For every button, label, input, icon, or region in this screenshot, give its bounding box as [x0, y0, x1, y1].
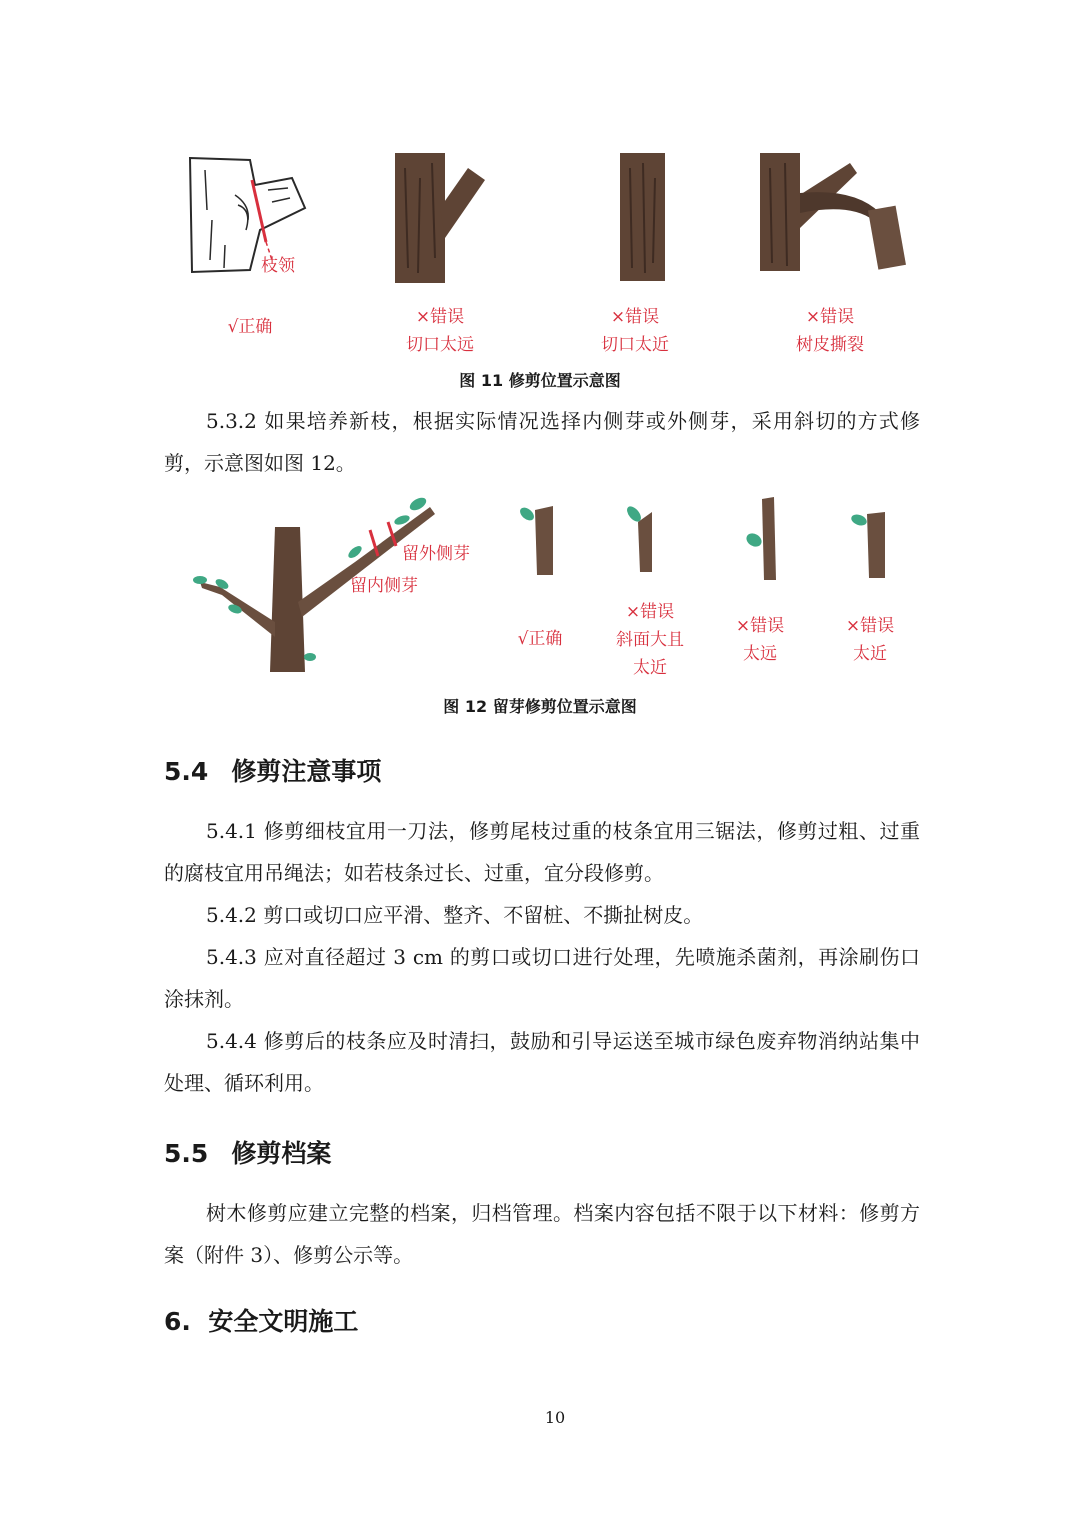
fig11-label-2-line-1: ×错误 [415, 307, 465, 327]
figure-12-caption: 图 12 留芽修剪位置示意图 [443, 697, 637, 716]
inner-bud-tag: 留内侧芽 [350, 576, 418, 596]
section-title: 修剪注意事项 [231, 757, 382, 786]
fig12-label-4-line-2: 太近 [853, 644, 887, 664]
fig12-label-3 [710, 612, 810, 668]
paragraph-5-3-2: 5.3.2 如果培养新枝，根据实际情况选择内侧芽或外侧芽，采用斜切的方式修剪，示意图如图 12。 [164, 409, 920, 475]
bud-cut-correct-image [515, 500, 565, 580]
fig12-label-2-line-2: 斜面大且 [616, 630, 684, 650]
fig11-label-3-line-2: 切口太近 [601, 335, 669, 355]
paragraph-5-4-4: 5.4.4 修剪后的枝条应及时清扫，鼓励和引导运送至城市绿色废弃物消纳站集中处理、循环利用。 [164, 1029, 920, 1095]
paragraph-5-4-2: 5.4.2 剪口或切口应平滑、整齐、不留桩、不撕扯树皮。 [206, 903, 704, 927]
fig12-label-2-line-3: 太近 [633, 658, 667, 678]
fig12-label-2-line-1: ×错误 [625, 602, 675, 622]
paragraph-5-4-3: 5.4.3 应对直径超过 3 cm 的剪口或切口进行处理，先喷施杀菌剂，再涂刷伤口涂抹剂。 [164, 945, 920, 1011]
bud-cut-close-image [845, 500, 895, 580]
branch-collar-tag: 枝领 [261, 256, 295, 276]
page-number: 10 [544, 1408, 566, 1427]
fig12-label-1 [490, 625, 590, 653]
fig11-label-1-line-1: √正确 [227, 317, 273, 337]
bud-cut-steep-image [620, 500, 670, 580]
fig11-label-2 [385, 303, 495, 359]
section-title: 安全文明施工 [208, 1307, 359, 1336]
fig11-label-4-line-1: ×错误 [805, 307, 855, 327]
section-number: 6. [164, 1307, 191, 1336]
paragraph-5-4-1: 5.4.1 修剪细枝宜用一刀法，修剪尾枝过重的枝条宜用三锯法，修剪过粗、过重的腐枝宜用吊绳法；如若枝条过长、过重，宜分段修剪。 [164, 819, 920, 885]
fig11-label-3 [580, 303, 690, 359]
fig12-label-2 [600, 598, 700, 682]
fig11-label-3-line-1: ×错误 [610, 307, 660, 327]
bud-cut-far-image [742, 495, 792, 585]
fig12-label-4 [820, 612, 920, 668]
section-heading-5-5 [164, 1134, 331, 1170]
section-heading-5-4 [164, 752, 381, 788]
fig11-label-4-line-2: 树皮撕裂 [796, 335, 864, 355]
fig11-label-2-line-2: 切口太远 [406, 335, 474, 355]
figure-11-caption: 图 11 修剪位置示意图 [459, 371, 621, 390]
fig11-label-4 [775, 303, 885, 359]
paragraph-5-5: 树木修剪应建立完整的档案，归档管理。档案内容包括不限于以下材料：修剪方案（附件 3）、修剪公示等。 [164, 1201, 920, 1267]
fig11-label-1 [200, 313, 300, 341]
section-title: 修剪档案 [231, 1139, 332, 1168]
fig12-label-3-line-2: 太远 [743, 644, 777, 664]
torn-bark-image [755, 148, 905, 278]
section-number: 5.4 [164, 757, 209, 786]
fig12-label-3-line-1: ×错误 [735, 616, 785, 636]
fig12-label-4-line-1: ×错误 [845, 616, 895, 636]
fig12-label-1-line-1: √正确 [517, 629, 563, 649]
stump-too-far-image [390, 148, 490, 288]
flush-cut-image [615, 148, 675, 288]
section-number: 5.5 [164, 1139, 209, 1168]
section-heading-6 [164, 1302, 358, 1338]
outer-bud-tag: 留外侧芽 [402, 544, 470, 564]
